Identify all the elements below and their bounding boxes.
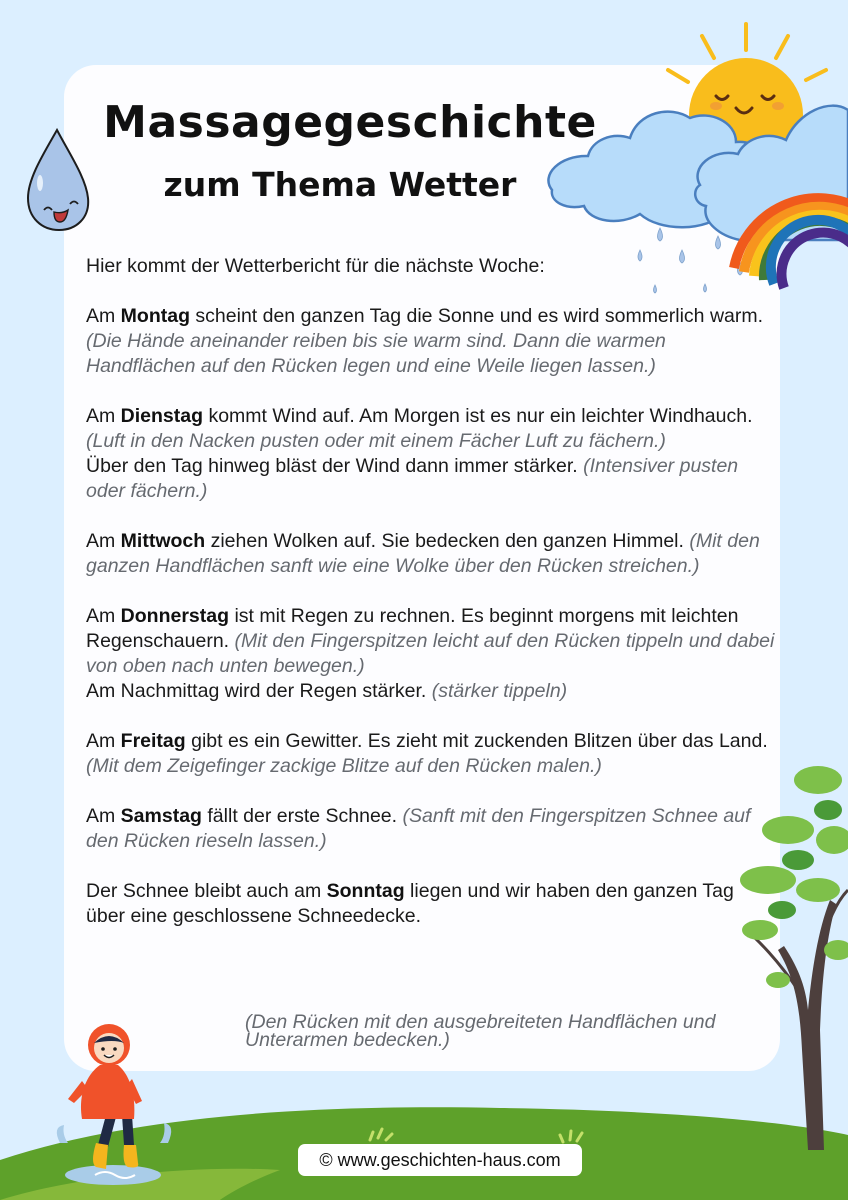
tree-icon: [738, 750, 848, 1150]
instruction-note-sunday: (Den Rücken mit den ausgebreiteten Handflächen und Unterarmen bedecken.): [245, 1011, 716, 1051]
paragraph-saturday: Am Samstag fällt der erste Schnee. (Sanft mit den Fingerspitzen Schnee auf den Rücken rieseln lassen.): [86, 805, 751, 852]
instruction-note: (Mit den ganzen Handflächen sanft wie eine Wolke über den Rücken streichen.): [86, 530, 760, 577]
instruction-note: (Intensiver pusten oder fächern.): [86, 455, 739, 502]
page-subtitle: zum Thema Wetter: [163, 165, 517, 204]
instruction-note: (Sanft mit den Fingerspitzen Schnee auf den Rücken rieseln lassen.): [86, 805, 751, 852]
day-label: Donnerstag: [120, 605, 230, 627]
child-in-raincoat-icon: [40, 1015, 190, 1195]
paragraph-thursday: Am Donnerstag ist mit Regen zu rechnen. Es beginnt morgens mit leichten Regenschauern. (Mit den Fingerspitzen leicht auf den Rücken tippeln und dabei von oben nach unten bewegen.) Am Nachmittag wird der Regen stärker. (stärker tippeln): [86, 605, 775, 702]
day-label: Samstag: [120, 805, 202, 827]
story-body: [86, 254, 776, 954]
instruction-note: (Mit den Fingerspitzen leicht auf den Rücken tippeln und dabei von oben nach unten bewegen.): [86, 630, 775, 677]
paragraph-monday: Am Montag scheint den ganzen Tag die Sonne und es wird sommerlich warm. (Die Hände aneinander reiben bis sie warm sind. Dann die warmen Handflächen auf den Rücken legen und eine Weile liegen lassen.): [86, 305, 764, 377]
instruction-note: (Luft in den Nacken pusten oder mit einem Fächer Luft zu fächern.): [86, 430, 666, 452]
day-label: Freitag: [120, 730, 186, 752]
copyright-badge: © www.geschichten-haus.com: [298, 1144, 582, 1176]
day-label: Sonntag: [326, 880, 405, 902]
instruction-note: (stärker tippeln): [431, 680, 568, 702]
day-label: Dienstag: [120, 405, 204, 427]
day-label: Mittwoch: [120, 530, 206, 552]
paragraph-sunday: Der Schnee bleibt auch am Sonntag liegen und wir haben den ganzen Tag über eine geschlossene Schneedecke.: [86, 880, 734, 927]
instruction-note: (Mit dem Zeigefinger zackige Blitze auf den Rücken malen.): [86, 755, 602, 777]
paragraph-tuesday: Am Dienstag kommt Wind auf. Am Morgen ist es nur ein leichter Windhauch. (Luft in den Nacken pusten oder mit einem Fächer Luft zu fächern.) Über den Tag hinweg bläst der Wind dann immer stärker. (Intensiver pusten oder fächern.): [86, 405, 753, 502]
instruction-note: (Die Hände aneinander reiben bis sie warm sind. Dann die warmen Handflächen auf den Rücken legen und eine Weile liegen lassen.): [86, 330, 666, 377]
page-title: Massagegeschichte: [103, 97, 597, 148]
paragraph-friday: Am Freitag gibt es ein Gewitter. Es zieht mit zuckenden Blitzen über das Land. (Mit dem Zeigefinger zackige Blitze auf den Rücken malen.): [86, 730, 768, 777]
paragraph-wednesday: Am Mittwoch ziehen Wolken auf. Sie bedecken den ganzen Himmel. (Mit den ganzen Handflächen sanft wie eine Wolke über den Rücken streichen.): [86, 530, 760, 577]
day-label: Montag: [120, 305, 190, 327]
intro-text: Hier kommt der Wetterbericht für die nächste Woche:: [86, 255, 545, 277]
